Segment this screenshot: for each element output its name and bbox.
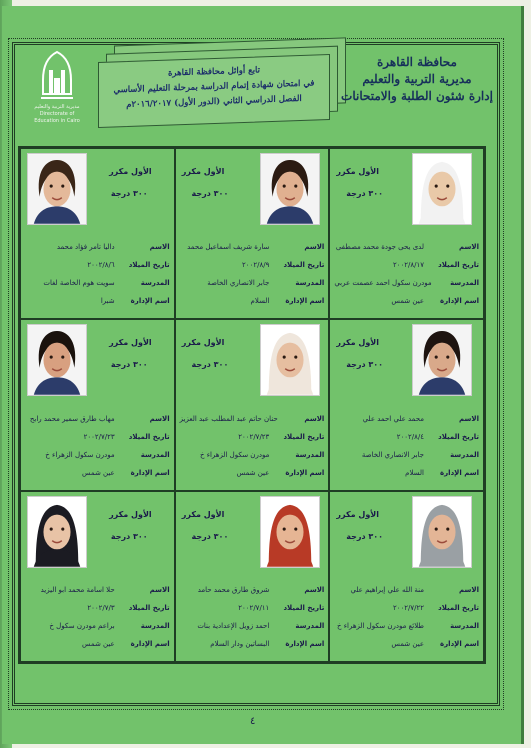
info-row-dob [25,599,170,617]
field-label: المدرسة [140,621,170,630]
student-card [20,319,175,490]
field-value: مودرن سكول الزهراء خ [45,450,115,459]
field-label: المدرسة [450,621,479,630]
student-photo [260,496,320,568]
field-label: المدرسة [295,621,325,630]
field-value: عين شمس [391,297,424,306]
field-label: تاريخ الميلاد [438,603,479,612]
field-label: اسم الإدارة [285,297,325,306]
student-photo [412,153,472,225]
field-label: الاسم [459,585,479,594]
field-label: المدرسة [450,450,479,459]
info-row-name [180,581,325,599]
field-label: تاريخ الميلاد [128,603,170,612]
score-label: ٣٠٠ درجة [346,360,383,370]
field-label: تاريخ الميلاد [283,603,325,612]
student-card [329,491,484,662]
info-row-name [180,410,325,428]
student-photo [260,324,320,396]
field-value: ٢٠٠٢/٧/١١ [238,603,270,612]
info-row-school [180,617,325,635]
field-label: اسم الإدارة [285,468,325,477]
header-block [337,54,497,105]
student-info [334,581,479,653]
field-label: تاريخ الميلاد [283,432,325,441]
rank-label: الأول مكرر [336,509,379,519]
field-value: ٢٠٠٢/٨/١٧ [392,261,424,270]
field-value: ٢٠٠٢/٧/٣ [87,603,115,612]
info-row-school [180,446,325,464]
banner-line-3: الفصل الدراسي الثاني (الدور الأول) ٢٠١٦/٢٠١٧م [126,93,302,111]
field-value: احمد زويل الإعدادية بنات [197,621,270,630]
info-row-admin [180,635,325,653]
directorate-logo [28,50,86,130]
student-info [25,238,170,310]
field-label: تاريخ الميلاد [283,261,325,270]
student-info [25,410,170,482]
field-value: البساتين ودار السلام [210,639,270,648]
banner-line-1: تابع أوائل محافظة القاهرة [167,65,261,79]
student-info [334,410,479,482]
field-label: الاسم [149,414,170,423]
field-label: المدرسة [295,450,325,459]
field-label: اسم الإدارة [285,639,325,648]
field-label: المدرسة [450,279,479,288]
field-label: اسم الإدارة [440,639,479,648]
rank-label: الأول مكرر [109,509,152,519]
field-value: عين شمس [81,468,115,477]
field-value: السلام [250,297,270,306]
field-value: عين شمس [81,639,115,648]
student-photo [412,496,472,568]
field-label: اسم الإدارة [130,639,170,648]
student-card [329,148,484,319]
logo-emblem-icon [37,50,77,104]
rank-label: الأول مكرر [109,338,152,348]
student-photo [27,324,87,396]
field-value: جابر الانصاري الخاصة [207,279,270,288]
info-row-name [180,238,325,256]
field-label: الاسم [304,243,325,252]
student-photo [260,153,320,225]
info-row-name [25,238,170,256]
field-value: ٢٠٠٢/٧/٢٢ [392,603,424,612]
student-info [180,238,325,310]
field-value: براعم مودرن سكول خ [49,621,115,630]
student-info [180,410,325,482]
field-label: اسم الإدارة [130,297,170,306]
page-number: ٤ [250,716,256,727]
field-value: شبرا [100,297,115,306]
info-row-dob [180,599,325,617]
field-value: طلائع مودرن سكول الزهراء خ [336,621,424,630]
field-value: حنان حاتم عبد المطلب عبد العزيز [179,414,278,423]
field-label: المدرسة [140,279,170,288]
score-label: ٣٠٠ درجة [191,189,229,198]
field-value: مهاب طارق سمير محمد رابح [29,414,115,423]
students-grid [18,146,486,664]
field-value: لدى يحى جودة محمد مصطفى [335,243,424,252]
info-row-admin [334,464,479,482]
info-row-name [334,238,479,256]
score-label: ٣٠٠ درجة [110,189,148,198]
info-row-admin [25,464,170,482]
field-value: حلا اسامة محمد ابو اليزيد [40,585,115,594]
rank-label: الأول مكرر [336,167,379,176]
score-label: ٣٠٠ درجة [346,531,383,541]
directorate-title: مديرية التربية والتعليم [362,72,472,86]
info-row-admin [25,292,170,310]
info-row-admin [180,464,325,482]
field-label: الاسم [304,585,325,594]
info-row-name [25,581,170,599]
student-photo [27,153,87,225]
field-value: السلام [405,468,424,477]
field-value: عين شمس [236,468,270,477]
info-row-school [180,274,325,292]
field-value: ٢٠٠٢/٨/٤ [396,432,424,441]
field-value: ٢٠٠٢/٨/٦ [87,261,115,270]
student-photo [412,324,472,396]
info-row-admin [25,635,170,653]
info-row-admin [334,292,479,310]
score-label: ٣٠٠ درجة [191,360,229,370]
score-label: ٣٠٠ درجة [191,531,229,541]
student-card [175,319,330,490]
student-card [20,148,175,319]
student-card [20,491,175,662]
field-value: مودرن سكول الزهراء خ [199,450,270,459]
field-value: ٢٠٠٢/٧/٢٣ [83,432,115,441]
field-value: منة الله علي إبراهيم علي [350,585,424,594]
score-label: ٣٠٠ درجة [110,360,148,370]
info-row-school [334,446,479,464]
field-label: تاريخ الميلاد [438,261,479,270]
rank-label: الأول مكرر [181,338,225,348]
info-row-admin [180,292,325,310]
student-card [175,491,330,662]
field-value: داليا تامر فؤاد محمد [56,243,115,252]
field-label: المدرسة [140,450,170,459]
info-row-name [25,410,170,428]
field-value: شروق طارق محمد حامد [197,585,270,594]
field-value: سارة شريف اسماعيل محمد [187,243,270,252]
score-label: ٣٠٠ درجة [110,531,148,541]
field-label: اسم الإدارة [440,468,479,477]
info-row-school [334,274,479,292]
info-row-school [25,274,170,292]
field-value: محمد علي احمد علي [362,414,424,423]
field-label: تاريخ الميلاد [128,432,170,441]
field-value: ٢٠٠٢/٨/٩ [242,261,270,270]
field-label: المدرسة [295,279,325,288]
rank-label: الأول مكرر [181,167,225,176]
field-label: الاسم [149,243,170,252]
field-label: تاريخ الميلاد [128,261,170,270]
field-label: اسم الإدارة [130,468,170,477]
student-photo [27,496,87,568]
field-value: مودرن سكول احمد عصمت عربي [334,279,432,288]
field-value: عين شمس [391,639,424,648]
student-info [334,238,479,310]
field-value: ٢٠٠٢/٧/٢٣ [238,432,270,441]
field-label: اسم الإدارة [440,297,479,306]
info-row-dob [334,599,479,617]
info-row-dob [180,256,325,274]
student-card [175,148,330,319]
info-row-name [334,581,479,599]
field-value: سويت هوم الخاصة لغات [43,279,115,288]
student-info [180,581,325,653]
info-row-dob [25,428,170,446]
field-label: الاسم [304,414,325,423]
field-label: الاسم [149,585,170,594]
student-card [329,319,484,490]
field-value: جابر الانصاري الخاصة [361,450,424,459]
rank-label: الأول مكرر [109,167,152,176]
info-row-dob [25,256,170,274]
info-row-admin [334,635,479,653]
student-info [25,581,170,653]
info-row-dob [334,256,479,274]
logo-text-english: Directorate of Education in Cairo [34,111,80,124]
governorate-title: محافظة القاهرة [377,55,457,69]
field-label: الاسم [459,243,479,252]
field-label: الاسم [459,414,479,423]
info-row-name [334,410,479,428]
logo-text-arabic: مديرية التربية والتعليم [34,104,80,110]
info-row-school [334,617,479,635]
department-title: إدارة شئون الطلبة والامتحانات [341,89,493,103]
rank-label: الأول مكرر [336,338,379,348]
banner-line-2: في امتحان شهادة إتمام الدراسة بمرحلة التعليم الأساسي [113,78,315,96]
info-row-dob [180,428,325,446]
info-row-dob [334,428,479,446]
info-row-school [25,617,170,635]
field-label: تاريخ الميلاد [438,432,479,441]
score-label: ٣٠٠ درجة [346,189,383,198]
rank-label: الأول مكرر [181,509,225,519]
info-row-school [25,446,170,464]
title-banner [98,54,330,128]
